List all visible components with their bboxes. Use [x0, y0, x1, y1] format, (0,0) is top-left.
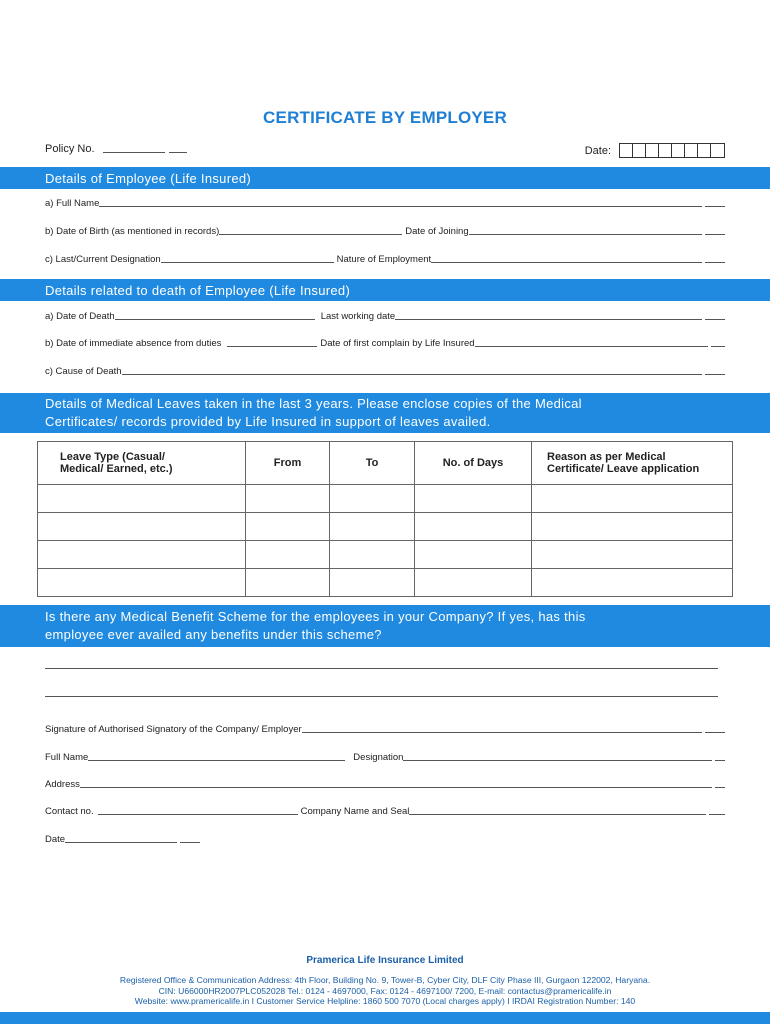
dob-label: b) Date of Birth (as mentioned in records): [45, 226, 220, 237]
last-working-line[interactable]: [395, 319, 702, 320]
full-name-row[interactable]: [45, 198, 725, 209]
table-cell[interactable]: [532, 513, 733, 541]
designation-row[interactable]: [45, 254, 725, 265]
dob-row[interactable]: [45, 226, 725, 237]
section-benefit-title-1: Is there any Medical Benefit Scheme for the employees in your Company? If yes, has this: [45, 609, 586, 624]
table-row: [38, 513, 733, 541]
table-row: [38, 541, 733, 569]
col-leave-type-line1: Leave Type (Casual/: [60, 451, 165, 463]
table-cell[interactable]: [38, 569, 246, 597]
cause-label: c) Cause of Death: [45, 366, 122, 377]
section-employee-header: [0, 167, 770, 189]
col-to: To: [330, 442, 415, 485]
address-label: Address: [45, 779, 80, 790]
table-cell[interactable]: [415, 569, 532, 597]
first-complain-label: Date of first complain by Life Insured: [320, 338, 475, 349]
signature-row[interactable]: [45, 724, 725, 735]
signature-label: Signature of Authorised Signatory of the Company/ Employer: [45, 724, 302, 735]
benefit-answer-line-1[interactable]: [45, 668, 718, 669]
address-line[interactable]: [80, 787, 712, 788]
footer-address-line2: CIN: U66000HR2007PLC052028 Tel.: 0124 - 4697000, Fax: 0124 - 4697100/ 7200, E-mail: contactus@pramericalife.in: [158, 985, 612, 996]
cause-row[interactable]: [45, 366, 725, 377]
signatory-name-label: Full Name: [45, 752, 89, 763]
date-of-death-line[interactable]: [115, 319, 315, 320]
absence-label: b) Date of immediate absence from duties: [45, 338, 222, 349]
absence-line[interactable]: [227, 346, 317, 347]
table-cell[interactable]: [330, 569, 415, 597]
col-from: From: [246, 442, 330, 485]
section-death-title: Details related to death of Employee (Life Insured): [45, 282, 351, 298]
section-death-header: [0, 279, 770, 301]
full-name-line[interactable]: [99, 206, 702, 207]
date-of-death-label: a) Date of Death: [45, 311, 115, 322]
date-label: Date:: [584, 144, 611, 157]
col-leave-type: [38, 442, 246, 485]
designation-line[interactable]: [161, 262, 334, 263]
table-cell[interactable]: [532, 541, 733, 569]
contact-label: Contact no.: [45, 806, 94, 817]
contact-line[interactable]: [98, 814, 298, 815]
employment-tail: [705, 262, 725, 263]
company-label: Company Name and Seal: [300, 806, 410, 817]
table-cell[interactable]: [532, 569, 733, 597]
benefit-answer-line-2[interactable]: [45, 696, 718, 697]
address-row[interactable]: [45, 779, 725, 790]
cause-line[interactable]: [122, 374, 702, 375]
table-cell[interactable]: [246, 569, 330, 597]
absence-row[interactable]: [45, 338, 725, 349]
section-medical-title-1: Details of Medical Leaves taken in the last 3 years. Please enclose copies of the Medical: [45, 396, 582, 411]
footer-address-line3: Website: www.pramericalife.in I Customer Service Helpline: 1860 500 7070 (Local charges apply) I IRDAI Registration Number: 140: [134, 996, 636, 1006]
table-cell[interactable]: [330, 541, 415, 569]
table-cell[interactable]: [38, 513, 246, 541]
policy-no-line-tail: [169, 152, 187, 153]
medical-leaves-table: [37, 441, 733, 597]
address-tail: [715, 787, 725, 788]
col-reason-line2: Certificate/ Leave application: [547, 463, 700, 475]
designation-label: c) Last/Current Designation: [45, 254, 161, 265]
full-name-tail: [705, 206, 725, 207]
company-line[interactable]: [409, 814, 706, 815]
col-reason: [532, 442, 733, 485]
section-employee-title: Details of Employee (Life Insured): [45, 170, 252, 186]
contact-row[interactable]: [45, 806, 725, 817]
table-cell[interactable]: [415, 485, 532, 513]
date-field[interactable]: [585, 143, 725, 158]
table-cell[interactable]: [415, 541, 532, 569]
doj-label: Date of Joining: [405, 226, 469, 237]
policy-no-field[interactable]: [45, 143, 187, 155]
first-complain-tail: [711, 346, 725, 347]
signatory-date-label: Date: [45, 834, 66, 845]
section-benefit-title-2: employee ever availed any benefits under this scheme?: [45, 627, 382, 642]
last-working-tail: [705, 319, 725, 320]
policy-no-label: Policy No.: [45, 143, 95, 155]
signatory-date-row[interactable]: [45, 834, 200, 845]
date-boxes[interactable]: [619, 143, 725, 158]
table-cell[interactable]: [38, 485, 246, 513]
policy-no-line[interactable]: [103, 152, 165, 153]
doj-tail: [705, 234, 725, 235]
footer-address-line1: Registered Office & Communication Address: 4th Floor, Building No. 9, Tower-B, Cyber City, DLF City Phase III, Gurgaon 122002, Haryana.: [119, 975, 651, 985]
signature-line[interactable]: [302, 732, 702, 733]
employment-line[interactable]: [431, 262, 702, 263]
table-cell[interactable]: [246, 485, 330, 513]
table-cell[interactable]: [415, 513, 532, 541]
footer-address: [0, 975, 770, 1007]
signature-tail: [705, 732, 725, 733]
col-days: No. of Days: [415, 442, 532, 485]
col-reason-line1: Reason as per Medical: [547, 451, 666, 463]
col-leave-type-line2: Medical/ Earned, etc.): [60, 463, 173, 475]
signatory-designation-label: Designation: [353, 752, 404, 763]
signatory-name-row[interactable]: [45, 752, 725, 763]
table-header-row: [38, 442, 733, 485]
signatory-name-line[interactable]: [88, 760, 345, 761]
table-cell[interactable]: [330, 513, 415, 541]
section-medical-header: [0, 393, 770, 433]
dob-line[interactable]: [219, 234, 402, 235]
doj-line[interactable]: [469, 234, 702, 235]
table-row: [38, 569, 733, 597]
cause-tail: [705, 374, 725, 375]
table-cell[interactable]: [246, 541, 330, 569]
date-of-death-row[interactable]: [45, 311, 725, 322]
table-cell[interactable]: [246, 513, 330, 541]
form-title: CERTIFICATE BY EMPLOYER: [263, 108, 507, 127]
table-cell[interactable]: [532, 485, 733, 513]
signatory-designation-tail: [715, 760, 725, 761]
signatory-designation-line[interactable]: [403, 760, 712, 761]
signatory-date-line[interactable]: [65, 842, 177, 843]
section-medical-title-2: Certificates/ records provided by Life Insured in support of leaves availed.: [45, 414, 491, 429]
footer-company-name: Pramerica Life Insurance Limited: [306, 955, 464, 966]
table-cell[interactable]: [330, 485, 415, 513]
section-benefit-header: [0, 605, 770, 647]
last-working-label: Last working date: [320, 311, 396, 322]
signatory-date-tail: [180, 842, 200, 843]
company-tail: [709, 814, 725, 815]
employment-label: Nature of Employment: [336, 254, 432, 265]
table-cell[interactable]: [38, 541, 246, 569]
table-row: [38, 485, 733, 513]
first-complain-line[interactable]: [475, 346, 708, 347]
full-name-label: a) Full Name: [45, 198, 100, 209]
bottom-accent-bar: [0, 1012, 770, 1024]
